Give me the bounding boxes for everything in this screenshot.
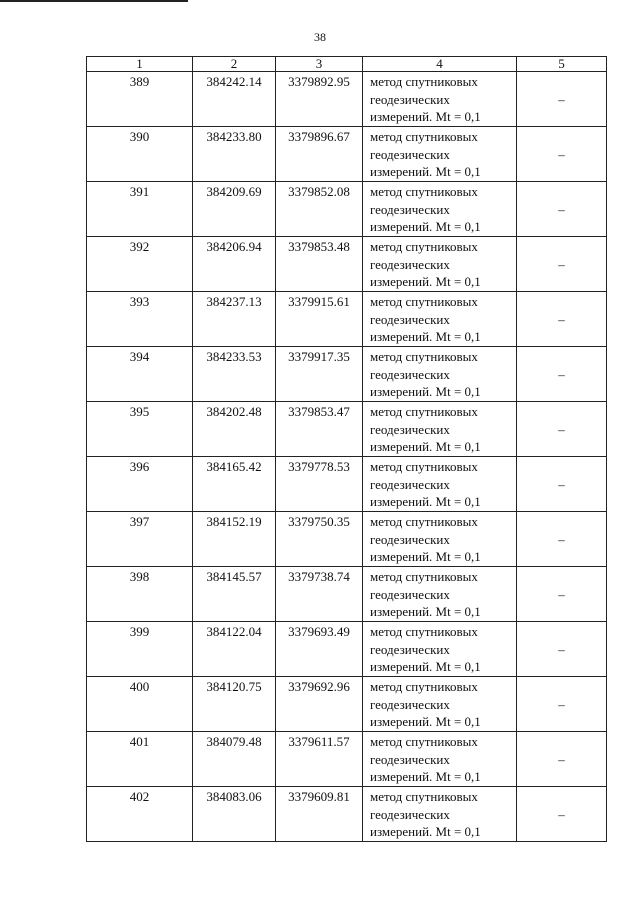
table-row: [87, 402, 607, 457]
method-line: измерений. Mt = 0,1: [370, 714, 481, 729]
y-coordinate-cell: 3379853.47: [276, 402, 363, 457]
y-coordinate-cell: 3379896.67: [276, 127, 363, 182]
method-line: геодезических: [370, 751, 450, 767]
method-line: измерений. Mt = 0,1: [370, 494, 481, 509]
method-line: геодезических: [370, 806, 450, 822]
point-number-cell: 393: [87, 292, 193, 347]
point-number-cell: 392: [87, 237, 193, 292]
note-cell: –: [517, 732, 607, 787]
method-line: метод спутниковых: [370, 74, 478, 89]
method-line: геодезических: [370, 476, 450, 492]
method-line: метод спутниковых: [370, 129, 478, 144]
note-cell: –: [517, 622, 607, 677]
y-coordinate-cell: 3379852.08: [276, 182, 363, 237]
coordinates-table: [86, 56, 607, 842]
table-row: [87, 127, 607, 182]
method-cell: [363, 622, 517, 677]
method-cell: [363, 237, 517, 292]
y-coordinate-cell: 3379892.95: [276, 72, 363, 127]
method-line: метод спутниковых: [370, 679, 478, 694]
table-body: [87, 72, 607, 842]
x-coordinate-cell: 384209.69: [193, 182, 276, 237]
method-line: метод спутниковых: [370, 404, 478, 419]
method-line: геодезических: [370, 421, 450, 437]
method-line: измерений. Mt = 0,1: [370, 604, 481, 619]
method-line: метод спутниковых: [370, 239, 478, 254]
page-number: 38: [314, 30, 326, 44]
method-line: измерений. Mt = 0,1: [370, 329, 481, 344]
table-row: [87, 512, 607, 567]
table-row: [87, 237, 607, 292]
method-line: геодезических: [370, 531, 450, 547]
method-line: измерений. Mt = 0,1: [370, 164, 481, 179]
method-line: измерений. Mt = 0,1: [370, 384, 481, 399]
x-coordinate-cell: 384122.04: [193, 622, 276, 677]
method-cell: [363, 457, 517, 512]
table-row: [87, 787, 607, 842]
point-number-cell: 395: [87, 402, 193, 457]
header-row: [87, 57, 607, 72]
note-cell: –: [517, 292, 607, 347]
method-line: метод спутниковых: [370, 734, 478, 749]
method-line: геодезических: [370, 366, 450, 382]
method-line: метод спутниковых: [370, 184, 478, 199]
point-number-cell: 402: [87, 787, 193, 842]
method-line: метод спутниковых: [370, 789, 478, 804]
method-cell: [363, 182, 517, 237]
point-number-cell: 397: [87, 512, 193, 567]
table-row: [87, 72, 607, 127]
point-number-cell: 394: [87, 347, 193, 402]
point-number-cell: 396: [87, 457, 193, 512]
note-cell: –: [517, 457, 607, 512]
note-cell: –: [517, 567, 607, 622]
method-line: метод спутниковых: [370, 569, 478, 584]
x-coordinate-cell: 384233.53: [193, 347, 276, 402]
column-header-4: 4: [363, 57, 517, 72]
table-row: [87, 457, 607, 512]
method-cell: [363, 127, 517, 182]
note-cell: –: [517, 237, 607, 292]
point-number-cell: 389: [87, 72, 193, 127]
method-line: измерений. Mt = 0,1: [370, 824, 481, 839]
method-cell: [363, 402, 517, 457]
note-cell: –: [517, 512, 607, 567]
method-line: метод спутниковых: [370, 459, 478, 474]
method-cell: [363, 512, 517, 567]
y-coordinate-cell: 3379750.35: [276, 512, 363, 567]
table-row: [87, 182, 607, 237]
x-coordinate-cell: 384120.75: [193, 677, 276, 732]
note-cell: –: [517, 787, 607, 842]
column-header-5: 5: [517, 57, 607, 72]
y-coordinate-cell: 3379611.57: [276, 732, 363, 787]
table-row: [87, 292, 607, 347]
x-coordinate-cell: 384083.06: [193, 787, 276, 842]
table-row: [87, 732, 607, 787]
y-coordinate-cell: 3379778.53: [276, 457, 363, 512]
method-cell: [363, 72, 517, 127]
method-line: измерений. Mt = 0,1: [370, 109, 481, 124]
column-header-1: 1: [87, 57, 193, 72]
method-cell: [363, 787, 517, 842]
x-coordinate-cell: 384233.80: [193, 127, 276, 182]
column-header-2: 2: [193, 57, 276, 72]
method-cell: [363, 292, 517, 347]
column-header-3: 3: [276, 57, 363, 72]
y-coordinate-cell: 3379915.61: [276, 292, 363, 347]
table-row: [87, 677, 607, 732]
x-coordinate-cell: 384079.48: [193, 732, 276, 787]
method-cell: [363, 732, 517, 787]
method-line: метод спутниковых: [370, 624, 478, 639]
point-number-cell: 391: [87, 182, 193, 237]
method-line: измерений. Mt = 0,1: [370, 219, 481, 234]
y-coordinate-cell: 3379917.35: [276, 347, 363, 402]
table-row: [87, 347, 607, 402]
x-coordinate-cell: 384165.42: [193, 457, 276, 512]
method-line: геодезических: [370, 146, 450, 162]
point-number-cell: 399: [87, 622, 193, 677]
top-rule: [0, 0, 188, 2]
method-line: геодезических: [370, 91, 450, 107]
y-coordinate-cell: 3379738.74: [276, 567, 363, 622]
x-coordinate-cell: 384145.57: [193, 567, 276, 622]
point-number-cell: 401: [87, 732, 193, 787]
method-line: геодезических: [370, 586, 450, 602]
method-cell: [363, 677, 517, 732]
method-cell: [363, 567, 517, 622]
method-line: геодезических: [370, 641, 450, 657]
note-cell: –: [517, 127, 607, 182]
x-coordinate-cell: 384202.48: [193, 402, 276, 457]
x-coordinate-cell: 384237.13: [193, 292, 276, 347]
point-number-cell: 390: [87, 127, 193, 182]
table-row: [87, 622, 607, 677]
method-cell: [363, 347, 517, 402]
method-line: геодезических: [370, 696, 450, 712]
note-cell: –: [517, 347, 607, 402]
x-coordinate-cell: 384206.94: [193, 237, 276, 292]
method-line: геодезических: [370, 256, 450, 272]
note-cell: –: [517, 72, 607, 127]
note-cell: –: [517, 402, 607, 457]
method-line: геодезических: [370, 201, 450, 217]
method-line: измерений. Mt = 0,1: [370, 274, 481, 289]
x-coordinate-cell: 384152.19: [193, 512, 276, 567]
note-cell: –: [517, 182, 607, 237]
method-line: метод спутниковых: [370, 294, 478, 309]
point-number-cell: 398: [87, 567, 193, 622]
method-line: геодезических: [370, 311, 450, 327]
method-line: измерений. Mt = 0,1: [370, 549, 481, 564]
y-coordinate-cell: 3379853.48: [276, 237, 363, 292]
y-coordinate-cell: 3379693.49: [276, 622, 363, 677]
method-line: метод спутниковых: [370, 514, 478, 529]
note-cell: –: [517, 677, 607, 732]
table-row: [87, 567, 607, 622]
y-coordinate-cell: 3379692.96: [276, 677, 363, 732]
y-coordinate-cell: 3379609.81: [276, 787, 363, 842]
method-line: измерений. Mt = 0,1: [370, 659, 481, 674]
method-line: измерений. Mt = 0,1: [370, 769, 481, 784]
method-line: метод спутниковых: [370, 349, 478, 364]
point-number-cell: 400: [87, 677, 193, 732]
x-coordinate-cell: 384242.14: [193, 72, 276, 127]
method-line: измерений. Mt = 0,1: [370, 439, 481, 454]
